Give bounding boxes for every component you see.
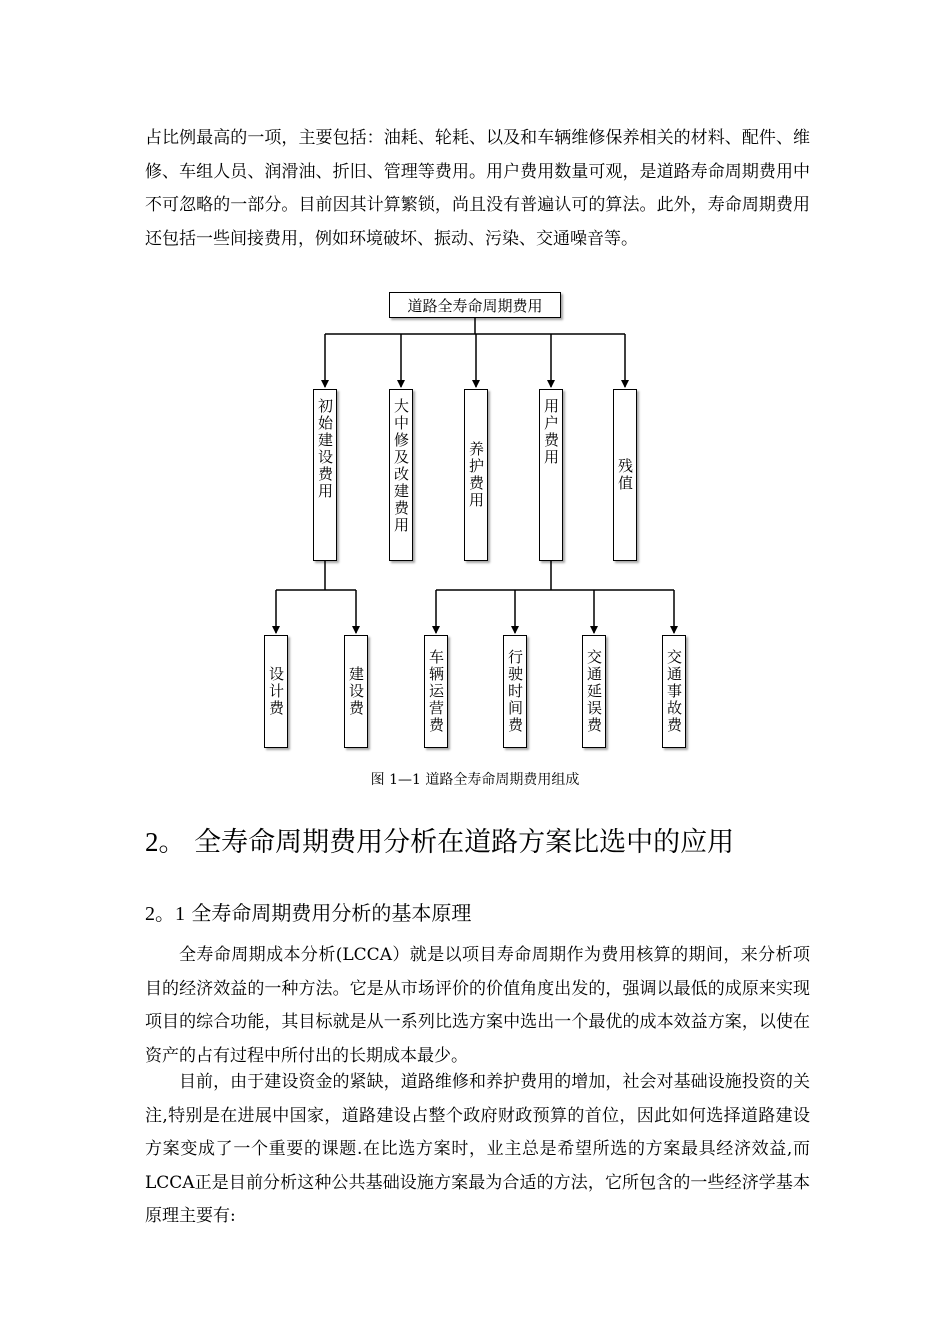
box-traffic-delay-fee: [582, 635, 606, 748]
section-title: 全寿命周期费用分析在道路方案比选中的应用: [194, 827, 735, 858]
box-traffic-accident-fee: [662, 635, 686, 748]
subsection-heading: [145, 897, 471, 930]
box-vehicle-operating-fee: [424, 635, 448, 748]
box-residual-value: [613, 389, 637, 561]
box-initial-construction-cost: [313, 389, 337, 561]
diagram-root-box: [389, 292, 561, 318]
box-travel-time-fee: [503, 635, 527, 748]
intro-paragraph: 占比例最高的一项，主要包括：油耗、轮耗、以及和车辆维修保养相关的材料、配件、维修、车组人员、润滑油、折旧、管理等费用。用户费用数量可观，是道路寿命周期费用中不可忽略的一部分。目前因其计算繁锁，尚且没有普遍认可的算法。此外，寿命周期费用还包括一些间接费用，例如环境破坏、振动、污染、交通噪音等。: [145, 128, 810, 249]
box-construction-label: 建设费: [347, 666, 365, 717]
figure-caption: 图 1—1 道路全寿命周期费用组成: [370, 772, 580, 788]
box-maintenance-label: 养护费用: [467, 441, 485, 509]
subsection-title: 全寿命周期费用分析的基本原理: [191, 901, 472, 925]
box-maintenance-cost: [464, 389, 488, 561]
section-heading: [145, 822, 734, 863]
subsection-number: 2。1: [145, 903, 185, 925]
box-vehicle-label: 车辆运营费: [427, 649, 445, 734]
box-user-cost: [539, 389, 563, 561]
box-design-label: 设计费: [267, 666, 285, 717]
box-major-repair-cost: [389, 389, 413, 561]
box-construction-fee: [344, 635, 368, 748]
body-paragraph-2: 目前，由于建设资金的紧缺，道路维修和养护费用的增加，社会对基础设施投资的关注,特别是在进展中国家，道路建设占整个政府财政预算的首位，因此如何选择道路建设方案变成了一个重要的课题.在比选方案时，业主总是希望所选的方案最具经济效益,而LCCA正是目前分析这种公共基础设施方案最为合适的方法，它所包含的一些经济学基本原理主要有:: [145, 1072, 810, 1227]
box-major-label: 大中修及改建费用: [392, 398, 410, 534]
box-travel-time-label: 行驶时间费: [506, 649, 524, 734]
box-user-label: 用户费用: [542, 398, 560, 466]
diagram-root-label: 道路全寿命周期费用: [407, 296, 543, 315]
section-number: 2。: [145, 827, 186, 857]
body-paragraph-1: 全寿命周期成本分析(LCCA）就是以项目寿命周期作为费用核算的期间，来分析项目的经济效益的一种方法。它是从市场评价的价值角度出发的，强调以最低的成原来实现项目的综合功能，其目标就是从一系列比选方案中选出一个最优的成本效益方案，以使在资产的占有过程中所付出的长期成本最少。: [145, 945, 810, 1066]
box-accident-label: 交通事故费: [665, 649, 683, 734]
box-design-fee: [264, 635, 288, 748]
box-delay-label: 交通延误费: [585, 649, 603, 734]
box-residual-label: 残值: [616, 458, 634, 492]
box-initial-label: 初始建设费用: [316, 398, 334, 500]
